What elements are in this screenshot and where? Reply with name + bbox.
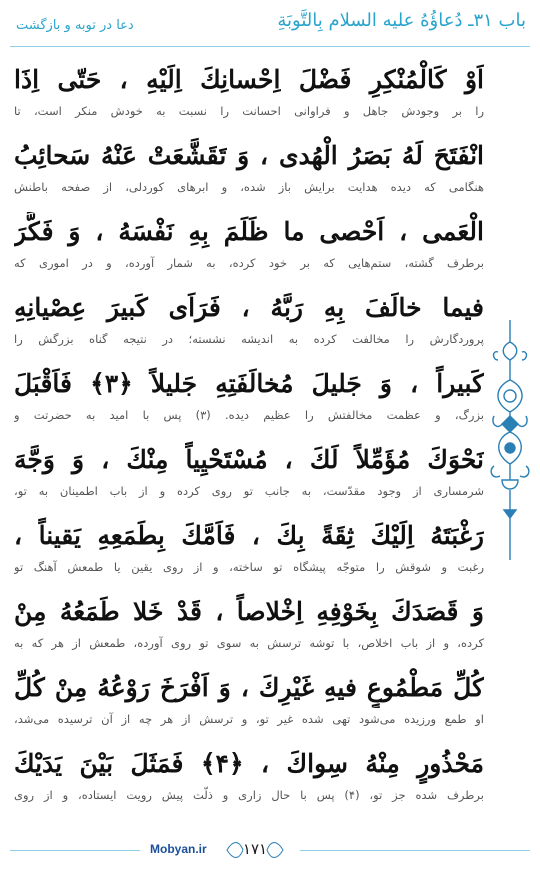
arabic-line: كَبيراً ، وَ جَليلَ مُخالَفَتِهِ جَليلاً ﴿۳﴾ فَاَقْبَلَ [14,369,484,398]
persian-translation: هنگامی که دیده هدایت برایش باز شده، و ابرهای کوردلی، از صفحه باطنش [14,180,484,194]
arabic-line: انْفَتَحَ لَهُ بَصَرُ الْهُدى ، وَ تَقَشَّعَتْ عَنْهُ سَحائِبُ [14,141,484,170]
persian-translation: کرده، و از باب اخلاص، با توشه ترسش به سوی تو روی آورده، طمعش از هر که به [14,636,484,650]
arabic-line: رَغْبَتَهُ اِلَيْكَ ثِقَةً بِكَ ، فَاَمَّكَ بِطَمَعِهِ يَقيناً ، [14,521,484,550]
margin-ornament-icon [488,320,532,560]
header-divider [10,46,530,47]
page-number-frame [225,836,285,864]
footer-divider [300,850,530,851]
persian-translation: رغبت و شوقش را متوجّه پیشگاه تو ساخته، و از روی یقین یا طمعش آهنگ تو [14,560,484,574]
arabic-line: كُلِّ مَطْمُوعٍ فيهِ غَيْرِكَ ، وَ اَفْرَخَ رَوْعُهُ مِنْ كُلِّ [14,673,484,702]
arabic-line: فيما خالَفَ بِهِ رَبَّهُ ، فَرَاَى كَبيرَ عِصْيانِهِ [14,293,484,322]
footer-divider [10,850,140,851]
persian-translation: بزرگ، و عظمت مخالفتش را عظیم دیده. (۳) پس با امید به حضرتت و [14,408,484,422]
section-title-persian: دعا در توبه و بازگشت [16,18,134,33]
persian-translation: برطرف گشته، ستم‌هایی که بر خود کرده، به شمار آورده، و در اموری که [14,256,484,270]
arabic-line: نَحْوَكَ مُؤَمِّلاً لَكَ ، مُسْتَحْيِياً مِنْكَ ، وَ وَجَّهَ [14,445,484,474]
chapter-title-arabic: باب ۳۱ـ دُعاؤُهُ عليه السلام بِالتَّوبَةِ [277,10,526,31]
arabic-line: الْعَمى ، اَحْصى ما ظَلَمَ بِهِ نَفْسَهُ ، وَ فَكَّرَ [14,217,484,246]
persian-translation: پروردگارش را مخالفت کرده به اندیشه نشسته؛ در نتیجه گناه بزرگش را [14,332,484,346]
page-header [0,0,540,48]
persian-translation: را بر وجودش جاهل و فراوانی احسانت را نسبت به خودش منکر است، تا [14,104,484,118]
persian-translation: برطرف شده جز تو، (۴) پس با حال زاری و ذلّت پیش رویت ایستاده، و از روی [14,788,484,802]
arabic-line: وَ قَصَدَكَ بِخَوْفِهِ اِخْلاصاً ، قَدْ خَلا طَمَعُهُ مِنْ [14,597,484,626]
arabic-line: اَوْ كَالْمُنْكِرِ فَضْلَ اِحْسانِكَ اِلَيْهِ ، حَتّى اِذَا [14,65,484,94]
page-footer [0,828,540,870]
persian-translation: شرمساری از وجود مقدّست، به جانب تو روی کرده و از باب اطمینان به تو، [14,484,484,498]
page-number: ۱۷۱ [242,840,268,858]
persian-translation: او طمع ورزیده می‌شود تهی شده غیر تو، و ترسش از هر چه از آن ترسیده می‌شد، [14,712,484,726]
arabic-line: مَحْذُورٍ مِنْهُ سِواكَ ، ﴿۴﴾ فَمَثَلَ بَيْنَ يَدَيْكَ [14,749,484,778]
site-brand: Mobyan.ir [150,842,207,856]
